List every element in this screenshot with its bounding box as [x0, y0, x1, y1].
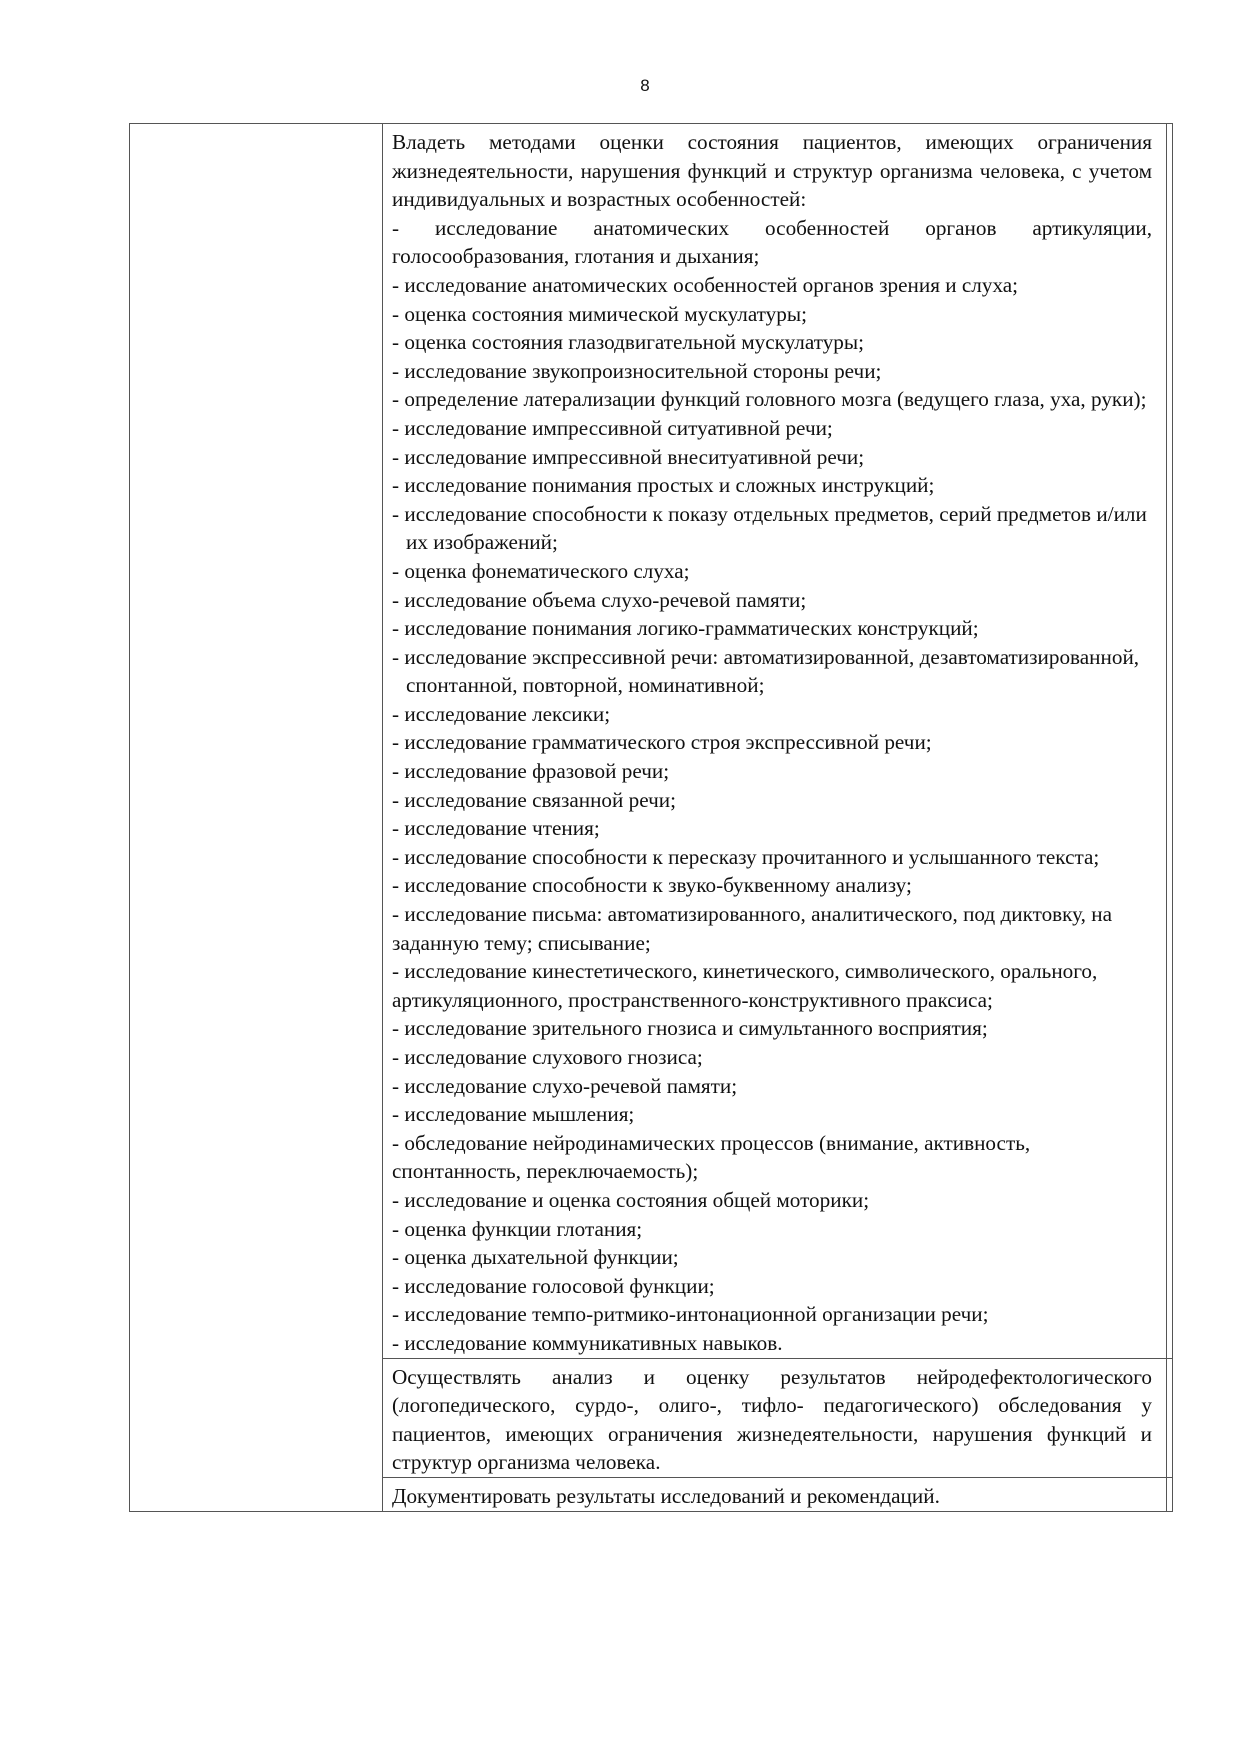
- list-item: - оценка дыхательной функции;: [392, 1245, 679, 1270]
- list-item: - исследование импрессивной ситуативной речи;: [392, 415, 833, 440]
- methods-list: [392, 214, 1152, 1358]
- list-item: - исследование грамматического строя экспрессивной речи;: [392, 730, 932, 755]
- page-number: 8: [640, 76, 650, 95]
- competency-table: [129, 123, 1173, 1512]
- list-item: - исследование анатомических особенностей органов зрения и слуха;: [392, 272, 1019, 297]
- list-item: - исследование звукопроизносительной стороны речи;: [392, 358, 882, 383]
- table-left-cell: [130, 124, 383, 1512]
- table-cell-analysis: [383, 1358, 1173, 1477]
- list-item: - определение латерализации функций головного мозга (ведущего глаза, уха, руки);: [392, 387, 1147, 412]
- list-item: - исследование кинестетического, кинетического, символического, орального, артикуляционного, пространственного-конструктивного праксиса;: [392, 959, 1098, 1012]
- list-item: - исследование анатомических особенностей органов артикуляции, голосообразования, глотания и дыхания;: [392, 215, 1152, 269]
- list-item: - оценка фонематического слуха;: [392, 558, 690, 583]
- list-item: - исследование экспрессивной речи: автоматизированной, дезавтоматизированной, спонтанной, повторной, номинативной;: [392, 644, 1140, 698]
- list-item: - исследование темпо-ритмико-интонационной организации речи;: [392, 1302, 989, 1327]
- list-item: - исследование понимания логико-грамматических конструкций;: [392, 616, 979, 641]
- list-item: - исследование фразовой речи;: [392, 759, 670, 784]
- list-item: - оценка состояния глазодвигательной мускулатуры;: [392, 330, 864, 355]
- list-item: - исследование слухового гнозиса;: [392, 1045, 703, 1069]
- analysis-text: Осуществлять анализ и оценку результатов нейродефектологического (логопедического, сурдо-, олиго-, тифло- педагогического) обследования у пациентов, имеющих ограничения жизнедеятельности, нарушения функций и структур организма человека.: [392, 1364, 1152, 1475]
- list-item: - исследование способности к звуко-буквенному анализу;: [392, 873, 912, 898]
- methods-intro: Владеть методами оценки состояния пациентов, имеющих ограничения жизнедеятельности, нарушения функций и структур организма человека, с учетом индивидуальных и возрастных особенностей:: [392, 130, 1152, 212]
- list-item: - исследование коммуникативных навыков.: [392, 1330, 783, 1355]
- list-item: - исследование способности к показу отдельных предметов, серий предметов и/или их изображений;: [392, 501, 1147, 555]
- list-item: - исследование зрительного гнозиса и симультанного восприятия;: [392, 1016, 988, 1041]
- list-item: - исследование и оценка состояния общей моторики;: [392, 1187, 870, 1212]
- list-item: - исследование импрессивной внеситуативной речи;: [392, 444, 865, 469]
- list-item: - исследование понимания простых и сложных инструкций;: [392, 473, 935, 498]
- list-item: - исследование чтения;: [392, 816, 600, 841]
- list-item: - исследование голосовой функции;: [392, 1273, 715, 1298]
- list-item: - исследование способности к пересказу прочитанного и услышанного текста;: [392, 844, 1100, 869]
- list-item: - обследование нейродинамических процессов (внимание, активность, спонтанность, переключаемость);: [392, 1130, 1031, 1184]
- table-cell-methods: [383, 124, 1173, 1359]
- list-item: - исследование объема слухо-речевой памяти;: [392, 587, 807, 612]
- list-item: - оценка состояния мимической мускулатуры;: [392, 301, 807, 326]
- list-item: - исследование мышления;: [392, 1102, 635, 1127]
- table-cell-documentation: [383, 1477, 1173, 1511]
- list-item: - исследование лексики;: [392, 701, 611, 726]
- documentation-text: Документировать результаты исследований и рекомендаций.: [392, 1483, 940, 1508]
- list-item: - исследование слухо-речевой памяти;: [392, 1073, 738, 1098]
- list-item: - оценка функции глотания;: [392, 1216, 643, 1241]
- list-item: - исследование письма: автоматизированного, аналитического, под диктовку, на заданную тему; списывание;: [392, 902, 1112, 955]
- list-item: - исследование связанной речи;: [392, 787, 676, 812]
- table-row-1: [130, 124, 1173, 1359]
